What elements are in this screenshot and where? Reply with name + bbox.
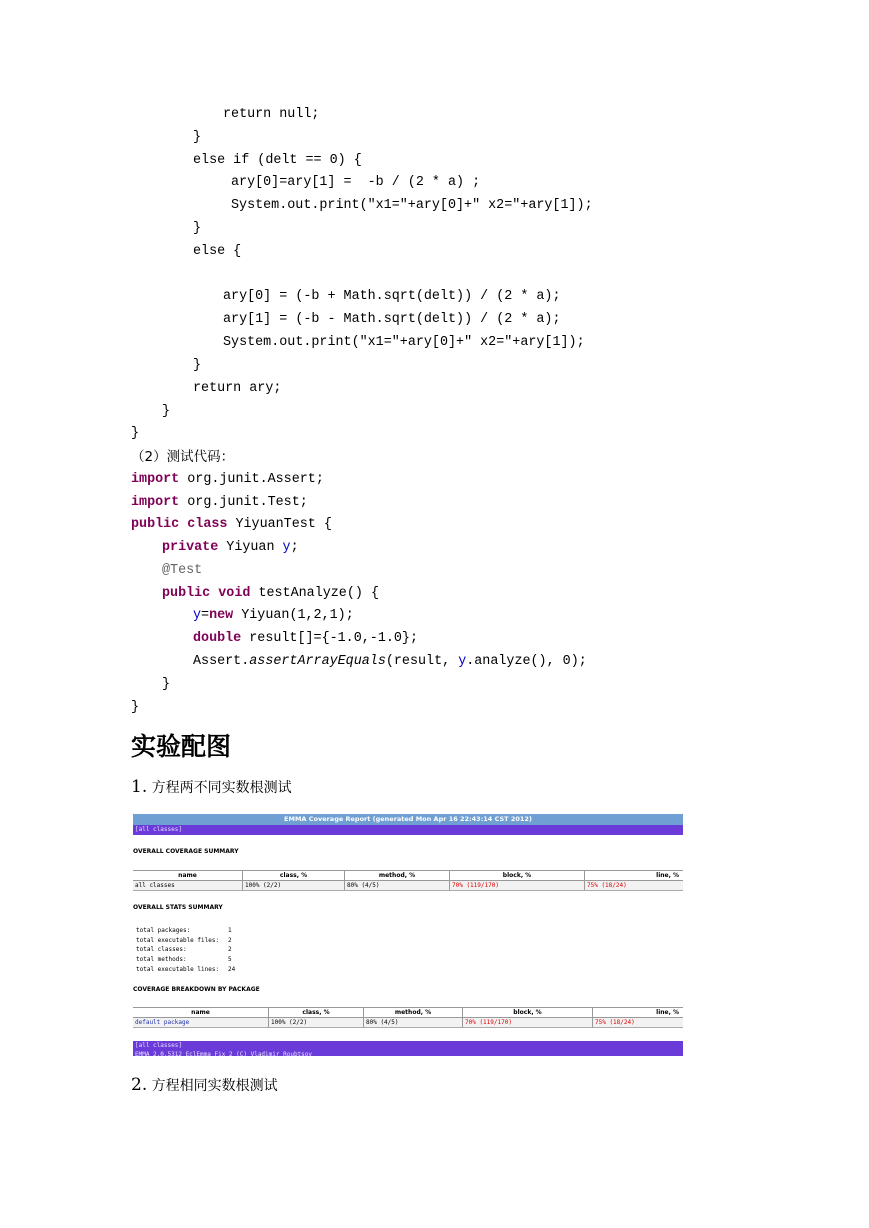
stats-row [136, 955, 235, 965]
package-link[interactable]: default package [133, 1018, 269, 1028]
table-cell: all classes [133, 881, 243, 891]
code-line [131, 471, 324, 489]
table-cell: 75% (18/24) [593, 1018, 684, 1028]
code-line: else if (delt == 0) { [193, 153, 362, 168]
code-line: ary[1] = (-b - Math.sqrt(delt)) / (2 * a); [223, 312, 561, 327]
table-row [133, 1018, 683, 1028]
emma-report-screenshot [133, 814, 683, 1056]
code-line [193, 653, 587, 671]
all-classes-link[interactable]: [all classes] [133, 825, 683, 835]
code-text: ; [290, 540, 299, 555]
stat-key: total executable files: [136, 936, 220, 944]
section-heading: 实验配图 [131, 732, 232, 761]
column-header: method, % [345, 871, 450, 881]
stat-key: total classes: [136, 946, 187, 954]
keyword: new [209, 608, 234, 623]
code-text: Yiyuan [218, 540, 283, 555]
stat-value: 2 [228, 936, 232, 944]
table-row [133, 881, 683, 891]
code-line [193, 630, 418, 648]
table-cell: 75% (18/24) [585, 881, 684, 891]
code-line: } [131, 426, 140, 441]
code-line: } [193, 130, 202, 145]
stats-row [136, 926, 235, 936]
code-line: ary[0]=ary[1] = -b / (2 * a) ; [231, 175, 481, 190]
code-line: System.out.print("x1="+ary[0]+" x2="+ary[1]); [223, 335, 585, 350]
package-breakdown-table [133, 1007, 683, 1028]
keyword: private [162, 540, 219, 555]
code-line: } [162, 404, 171, 419]
report-title-bar: EMMA Coverage Report (generated Mon Apr 16 22:43:14 CST 2012) [133, 814, 683, 825]
stats-row [136, 945, 235, 955]
code-line [162, 585, 379, 603]
table-cell: 80% (4/5) [345, 881, 450, 891]
summary-heading: OVERALL COVERAGE SUMMARY [133, 848, 239, 855]
code-line: return null; [223, 107, 320, 122]
column-header: block, % [450, 871, 585, 881]
code-line: } [193, 221, 202, 236]
column-header: name [133, 871, 243, 881]
code-text: Yiyuan(1,2,1); [233, 608, 354, 623]
stat-value: 5 [228, 956, 232, 964]
figure-number: 2. [131, 1075, 148, 1095]
column-header: name [133, 1008, 269, 1018]
code-line: System.out.print("x1="+ary[0]+" x2="+ary[1]); [231, 198, 593, 213]
table-cell: 70% (119/170) [463, 1018, 593, 1028]
code-text: .analyze(), 0); [466, 654, 587, 669]
coverage-summary-table [133, 870, 683, 891]
figure-title: 方程相同实数根测试 [147, 1078, 278, 1094]
field-ref: y [282, 540, 291, 555]
code-text: = [201, 608, 210, 623]
column-header: block, % [463, 1008, 593, 1018]
code-text: org.junit.Test; [179, 495, 308, 510]
test-code-label: （2）测试代码： [131, 449, 235, 465]
field-ref: y [458, 654, 467, 669]
keyword: import [131, 472, 180, 487]
code-text: testAnalyze() { [250, 586, 379, 601]
code-line: else { [193, 244, 242, 259]
keyword: public void [162, 586, 251, 601]
table-cell: 100% (2/2) [243, 881, 345, 891]
annotation: @Test [162, 563, 203, 578]
stat-value: 24 [228, 965, 236, 973]
field-ref: y [193, 608, 202, 623]
column-header: line, % [593, 1008, 684, 1018]
code-line [131, 494, 308, 512]
table-cell: 70% (119/170) [450, 881, 585, 891]
keyword: public class [131, 517, 228, 532]
column-header: line, % [585, 871, 684, 881]
figure-caption [131, 777, 292, 797]
report-footer: EMMA 2.0.5312 EclEmma Fix 2 (C) Vladimir Roubtsov [133, 1051, 683, 1056]
code-line [131, 516, 332, 534]
stats-row [136, 965, 235, 975]
code-text: Assert. [193, 654, 250, 669]
code-text: YiyuanTest { [227, 517, 332, 532]
figure-title: 方程两不同实数根测试 [147, 780, 292, 796]
column-header: method, % [364, 1008, 463, 1018]
code-line: } [131, 700, 140, 715]
figure-caption [131, 1075, 278, 1095]
table-header-row [133, 1008, 683, 1018]
column-header: class, % [243, 871, 345, 881]
stats-row [136, 936, 235, 946]
stat-key: total methods: [136, 956, 187, 964]
table-cell: 80% (4/5) [364, 1018, 463, 1028]
keyword: import [131, 495, 180, 510]
column-header: class, % [269, 1008, 364, 1018]
code-text: result[]={-1.0,-1.0}; [241, 631, 419, 646]
code-line [162, 539, 299, 557]
code-line: return ary; [193, 381, 282, 396]
stats-heading: OVERALL STATS SUMMARY [133, 904, 223, 911]
code-line: } [162, 677, 171, 692]
stat-key: total packages: [136, 927, 191, 934]
stats-list [136, 926, 235, 975]
code-text: org.junit.Assert; [179, 472, 324, 487]
breakdown-heading: COVERAGE BREAKDOWN BY PACKAGE [133, 986, 260, 993]
table-cell: 100% (2/2) [269, 1018, 364, 1028]
stat-value: 1 [228, 927, 232, 934]
all-classes-link-bottom[interactable]: [all classes] [133, 1041, 683, 1051]
code-line: } [193, 358, 202, 373]
code-line [193, 607, 354, 625]
code-text: (result, [385, 654, 459, 669]
table-header-row [133, 871, 683, 881]
code-line: ary[0] = (-b + Math.sqrt(delt)) / (2 * a); [223, 289, 561, 304]
keyword: double [193, 631, 242, 646]
stat-key: total executable lines: [136, 965, 220, 973]
figure-number: 1. [131, 777, 148, 797]
stat-value: 2 [228, 946, 232, 954]
static-method: assertArrayEquals [249, 654, 386, 669]
